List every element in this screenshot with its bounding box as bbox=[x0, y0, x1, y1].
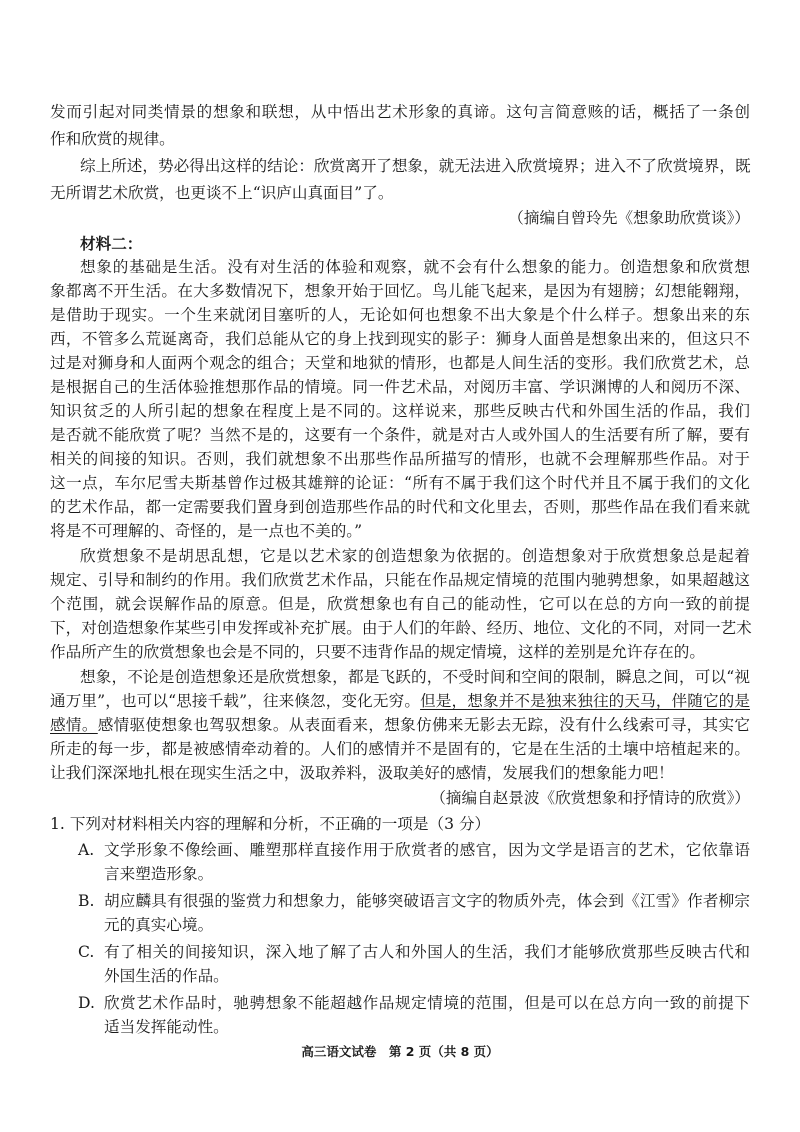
paragraph-line: 过是对狮身和人面两个观念的组合；天堂和地狱的情形，也都是人间生活的变形。我们欣赏艺术，总 bbox=[50, 354, 750, 372]
paragraph-line: 象都离不开生活。在大多数情况下，想象开始于回忆。鸟儿能飞起来，是因为有翅膀；幻想能翱翔， bbox=[50, 282, 750, 300]
paragraph-line: 作品所产生的欣赏想象也会是不同的，只要不违背作品的规定情境，这样的差别是允许存在的。 bbox=[50, 643, 705, 661]
paragraph-line: 想象的基础是生活。没有对生活的体验和观察，就不会有什么想象的能力。创造想象和欣赏想 bbox=[80, 258, 750, 276]
option-letter: B. bbox=[78, 892, 95, 910]
option-letter: D. bbox=[78, 994, 95, 1012]
option-text: 外国生活的作品。 bbox=[104, 967, 229, 985]
plain-text: 感情驱使想象也驾驭想象。从表面看来，想象仿佛来无影去无踪，没有什么线索可寻，其实它 bbox=[97, 716, 750, 734]
source-citation: （摘编自赵景波《欣赏想象和抒情诗的欣赏》） bbox=[430, 789, 750, 807]
paragraph-line: 让我们深深地扎根在现实生活之中，汲取养料，汲取美好的感情，发展我们的想象能力吧！ bbox=[50, 764, 674, 782]
paragraph-line: 想象，不论是创造想象还是欣赏想象，都是飞跃的，不受时间和空间的限制，瞬息之间，可以“视 bbox=[80, 668, 750, 686]
paragraph-line: 这一点，车尔尼雪夫斯基曾作过极其雄辩的论证：“所有不属于我们这个时代并且不属于我们的文化 bbox=[50, 474, 750, 492]
option-text: 言来塑造形象。 bbox=[104, 865, 214, 883]
option-text: 欣赏艺术作品时，驰骋想象不能超越作品规定情境的范围，但是可以在总方向一致的前提下 bbox=[104, 994, 750, 1012]
option-letter: A. bbox=[78, 841, 95, 859]
underlined-text: 感情。 bbox=[50, 716, 98, 734]
source-citation: （摘编自曾玲先《想象助欣赏谈》） bbox=[508, 209, 750, 227]
paragraph-line bbox=[50, 713, 750, 737]
option-text: 适当发挥能动性。 bbox=[104, 1018, 229, 1036]
paragraph-line: 作和欣赏的规律。 bbox=[50, 130, 175, 148]
option-text: 有了相关的间接知识，深入地了解了古人和外国人的生活，我们才能够欣赏那些反映古代和 bbox=[104, 943, 750, 961]
page-footer: 高三语文试卷 第 2 页（共 8 页） bbox=[301, 1044, 499, 1059]
paragraph-line: 综上所述，势必得出这样的结论：欣赏离开了想象，就无法进入欣赏境界；进入不了欣赏境界，既 bbox=[80, 157, 751, 175]
paragraph-line: 是否就不能欣赏了呢？当然不是的，这要有一个条件，就是对古人或外国人的生活要有所了解，要有 bbox=[50, 426, 750, 444]
plain-text: 通万里”，也可以“思接千载”，往来倏忽，变化无穷。 bbox=[50, 692, 421, 710]
option-text: 元的真实心境。 bbox=[104, 916, 214, 934]
underlined-text: 但是，想象并不是独来独往的天马，伴随它的是 bbox=[420, 692, 750, 710]
option-text: 胡应麟具有很强的鉴赏力和想象力，能够突破语言文字的物质外壳，体会到《江雪》作者柳宗 bbox=[104, 892, 750, 910]
paragraph-line: 无所谓艺术欣赏，也更谈不上“识庐山真面目”了。 bbox=[50, 184, 394, 202]
paragraph-line: 欣赏想象不是胡思乱想，它是以艺术家的创造想象为依据的。创造想象对于欣赏想象总是起着 bbox=[80, 547, 750, 565]
paragraph-line: 发而引起对同类情景的想象和联想，从中悟出艺术形象的真谛。这句言简意赅的话，概括了一条创 bbox=[50, 103, 750, 121]
paragraph-line: 规定、引导和制约的作用。我们欣赏艺术作品，只能在作品规定情境的范围内驰骋想象，如果超越这 bbox=[50, 571, 750, 589]
paragraph-line: 知识贫乏的人所引起的想象在程度上是不同的。这样说来，那些反映古代和外国生活的作品，我们 bbox=[50, 402, 750, 420]
paragraph-line: 是借助于现实。一个生来就闭目塞听的人，无论如何也想象不出大象是个什么样子。想象出来的东 bbox=[50, 306, 750, 324]
paragraph-line: 是根据自己的生活体验推想那作品的情境。同一件艺术品，对阅历丰富、学识渊博的人和阅历不深、 bbox=[50, 378, 750, 396]
paragraph-line: 相关的间接的知识。否则，我们就想象不出那些作品所描写的情形，也就不会理解那些作品。对于 bbox=[50, 450, 750, 468]
paragraph-line: 将是不可理解的、奇怪的，是一点也不美的。” bbox=[50, 522, 363, 540]
option-letter: C. bbox=[78, 943, 95, 961]
paragraph-line bbox=[50, 689, 750, 713]
option-text: 文学形象不像绘画、雕塑那样直接作用于欣赏者的感官，因为文学是语言的艺术，它依靠语 bbox=[104, 841, 750, 859]
paragraph-line: 个范围，就会误解作品的原意。但是，欣赏想象也有自己的能动性，它可以在总的方向一致的前提 bbox=[50, 595, 750, 613]
paragraph-line: 所走的每一步，都是被感情牵动着的。人们的感情并不是固有的，它是在生活的土壤中培植起来的。 bbox=[50, 740, 750, 758]
paragraph-line: 的艺术作品，都一定需要我们置身到创造那些作品的时代和文化里去，否则，那些作品在我们看来就 bbox=[50, 498, 750, 516]
section-heading: 材料二： bbox=[80, 234, 143, 253]
paragraph-line: 下，对创造想象作某些引申发挥或补充扩展。由于人们的年龄、经历、地位、文化的不同，对同一艺术 bbox=[50, 619, 752, 637]
paragraph-line: 西，不管多么荒诞离奇，我们总能从它的身上找到现实的影子：狮身人面兽是想象出来的，但这只不 bbox=[50, 330, 750, 348]
question-stem: 1. 下列对材料相关内容的理解和分析，不正确的一项是（3 分） bbox=[50, 815, 491, 833]
